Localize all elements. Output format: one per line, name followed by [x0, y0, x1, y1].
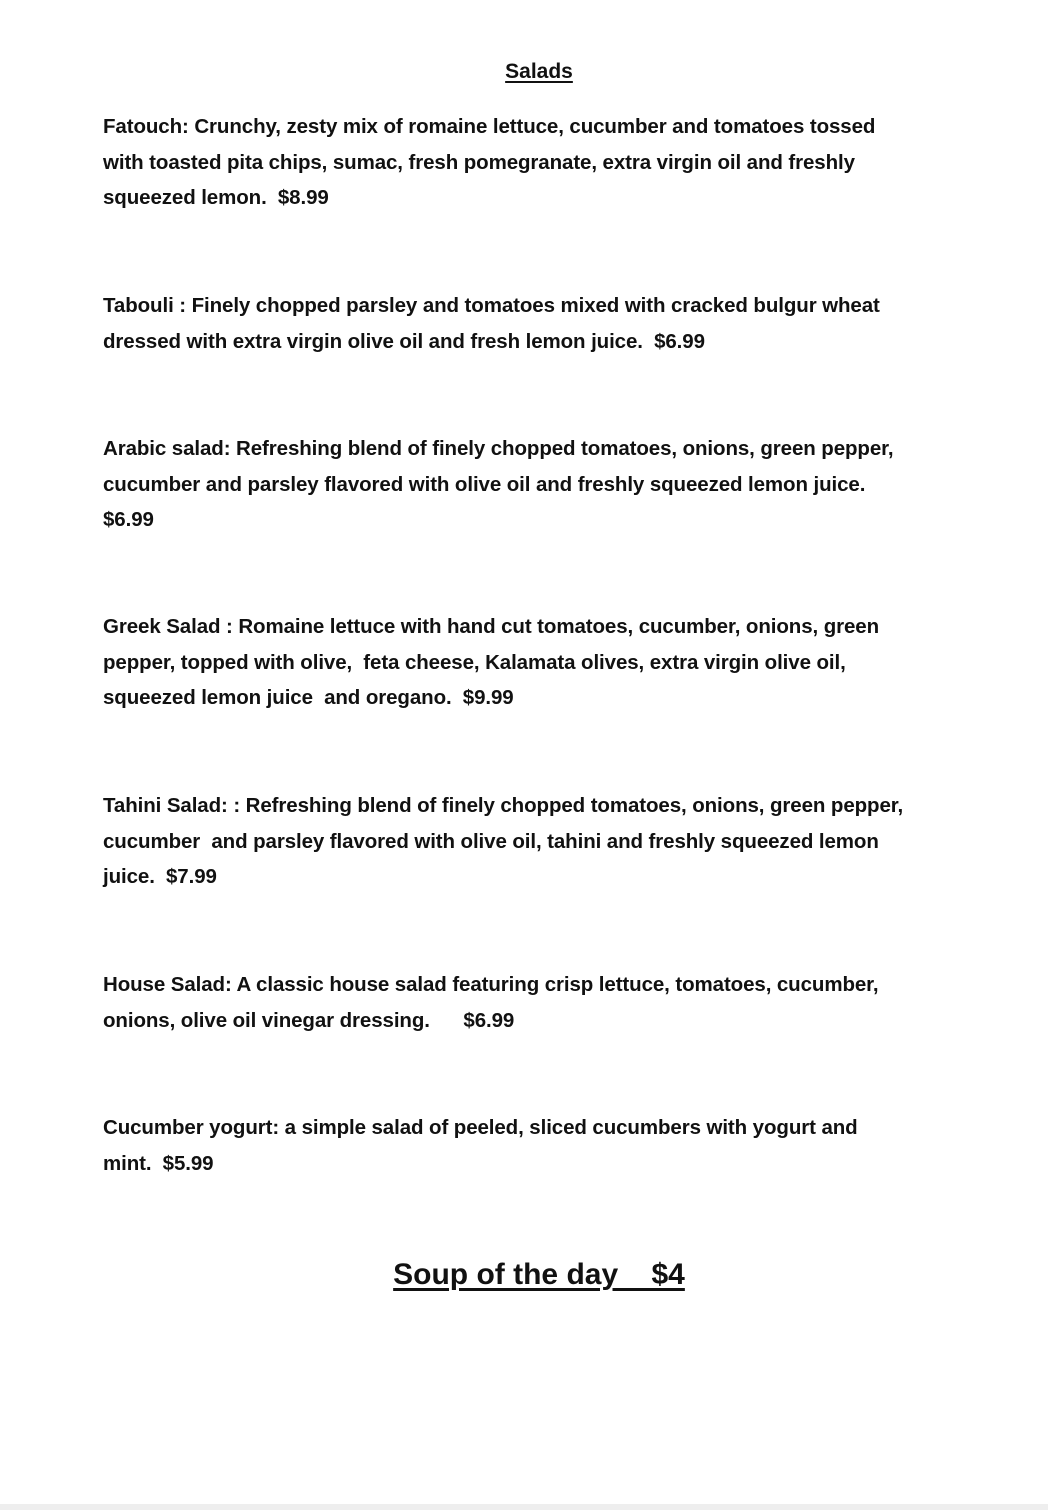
menu-item-line: House Salad: A classic house salad featuring crisp lettuce, tomatoes, cucumber,	[103, 973, 879, 996]
menu-item-line: Arabic salad: Refreshing blend of finely chopped tomatoes, onions, green pepper,	[103, 437, 894, 460]
menu-item-line: $6.99	[103, 508, 154, 531]
menu-item-line: squeezed lemon. $8.99	[103, 186, 329, 209]
menu-item-line: juice. $7.99	[103, 865, 217, 888]
section-title: Salads	[505, 60, 573, 83]
menu-item-tabouli	[103, 288, 983, 359]
bottom-edge	[0, 1504, 1048, 1510]
menu-item-line: Fatouch: Crunchy, zesty mix of romaine lettuce, cucumber and tomatoes tossed	[103, 115, 876, 138]
menu-item-line: with toasted pita chips, sumac, fresh pomegranate, extra virgin oil and freshly	[103, 150, 855, 174]
menu-item-line: dressed with extra virgin olive oil and fresh lemon juice. $6.99	[103, 329, 705, 353]
menu-item-greek-salad	[103, 609, 983, 716]
menu-item-tahini-salad	[103, 788, 983, 895]
menu-item-arabic-salad	[103, 431, 983, 538]
menu-item-line: Greek Salad : Romaine lettuce with hand cut tomatoes, cucumber, onions, green	[103, 615, 880, 638]
menu-item-line: cucumber and parsley flavored with olive oil and freshly squeezed lemon juice.	[103, 472, 866, 496]
soup-of-the-day: Soup of the day $4	[393, 1258, 685, 1291]
menu-item-line: onions, olive oil vinegar dressing. $6.99	[103, 1008, 515, 1032]
menu-item-cucumber-yogurt	[103, 1110, 983, 1181]
menu-item-line: pepper, topped with olive, feta cheese, Kalamata olives, extra virgin olive oil,	[103, 650, 846, 674]
menu-item-line: mint. $5.99	[103, 1151, 214, 1175]
menu-item-fatouch	[103, 109, 983, 216]
menu-item-line: squeezed lemon juice and oregano. $9.99	[103, 686, 514, 709]
menu-item-line: Cucumber yogurt: a simple salad of peeled, sliced cucumbers with yogurt and	[103, 1116, 858, 1139]
menu-item-house-salad	[103, 967, 983, 1038]
menu-item-line: cucumber and parsley flavored with olive oil, tahini and freshly squeezed lemon	[103, 829, 879, 853]
menu-item-line: Tabouli : Finely chopped parsley and tomatoes mixed with cracked bulgur wheat	[103, 294, 880, 317]
menu-item-line: Tahini Salad: : Refreshing blend of finely chopped tomatoes, onions, green pepper,	[103, 794, 904, 817]
